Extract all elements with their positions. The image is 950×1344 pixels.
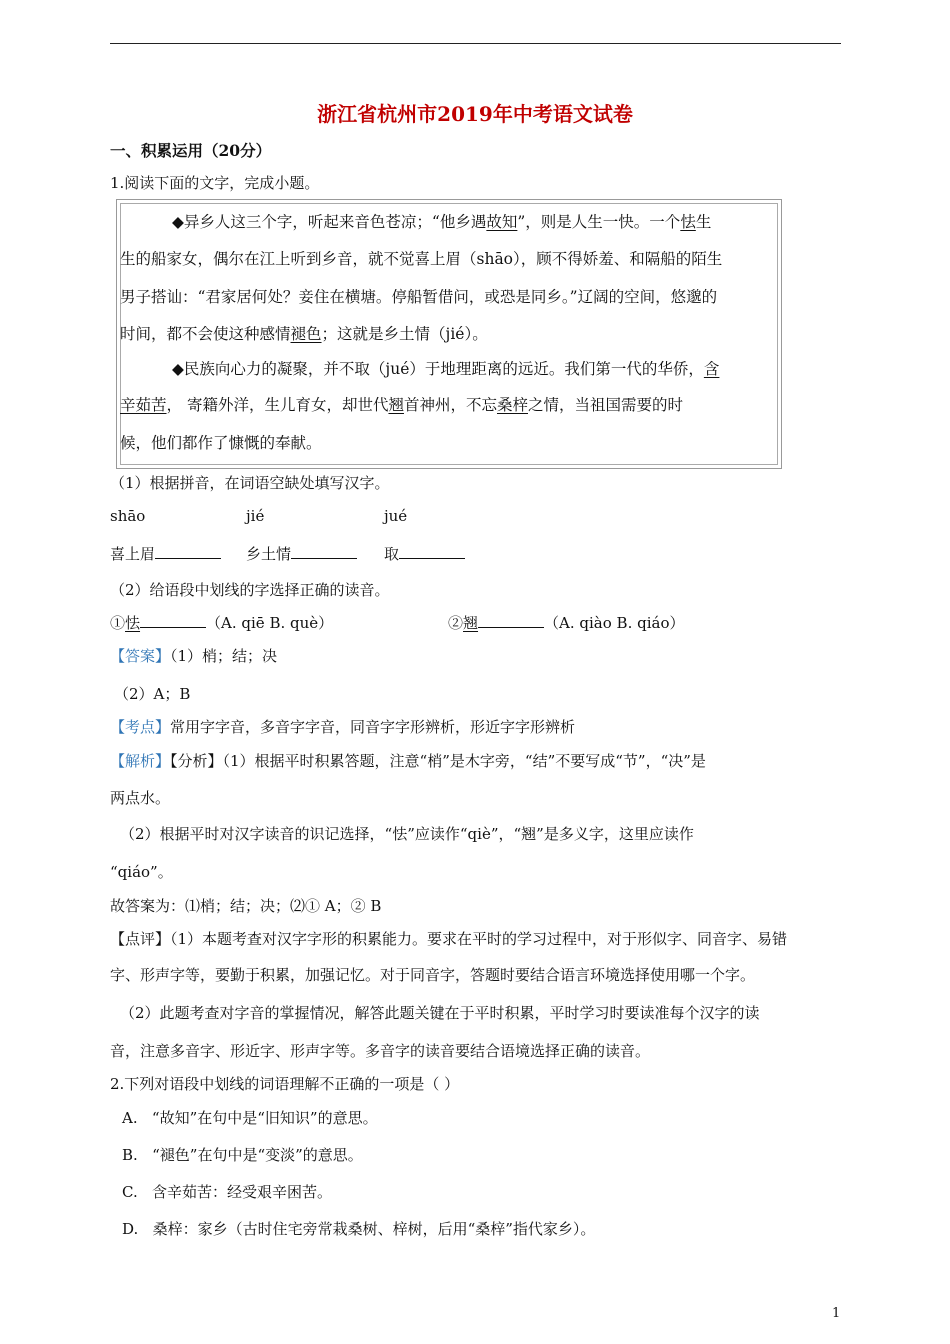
question-2-stem: 2.下列对语段中划线的词语理解不正确的一项是（ ） [110, 1075, 460, 1093]
blank-line[interactable] [140, 613, 206, 628]
final-answer: 故答案为：⑴梢；结；决；⑵① A；② B [110, 897, 382, 915]
underlined-word-sangzi: 桑梓 [496, 396, 528, 414]
underlined-char-qie: 怯 [680, 213, 696, 231]
option-a: A. “故知”在句中是“旧知识”的意思。 [122, 1109, 378, 1127]
question-1-stem: 1.阅读下面的文字，完成小题。 [110, 174, 320, 192]
option-c: C. 含辛茹苦：经受艰辛困苦。 [122, 1183, 333, 1201]
option-d: D. 桑梓：家乡（古时住宅旁常栽桑树、梓树，后用“桑梓”指代家乡）。 [122, 1220, 596, 1238]
underlined-word-hanxin: 含 [703, 360, 720, 378]
analysis-line-2: 两点水。 [110, 789, 171, 807]
option-b: B. “褪色”在句中是“变淡”的意思。 [122, 1146, 363, 1164]
section-heading: 一、积累运用（20分） [110, 141, 272, 160]
analysis-line-3: （2）根据平时对汉字读音的识记选择，“怯”应读作“qiè”，“翘”是多义字，这里应读作 [120, 825, 694, 843]
pinyin-1: shāo [110, 507, 146, 525]
header-rule [110, 43, 841, 44]
underlined-word-guzhi: 故知 [486, 213, 518, 231]
comment-line-3: （2）此题考查对字音的掌握情况，解答此题关键在于平时积累，平时学习时要读准每个汉字的读 [120, 1004, 760, 1022]
answer-line-2: （2）A；B [114, 685, 191, 703]
page-number: 1 [832, 1306, 841, 1321]
analysis-line-4: “qiáo”。 [110, 863, 173, 881]
comment-line-4: 音，注意多音字、形近字、形声字等。多音字的读音要结合语境选择正确的读音。 [110, 1042, 651, 1060]
fill-blank-2: 乡土情 [246, 543, 357, 564]
passage-line-2: 生的船家女，偶尔在江上听到乡音，就不觉喜上眉（shāo），顾不得娇羞、和隔船的陌生 [120, 250, 723, 268]
passage-line-3: 男子搭讪：“君家居何处？妾住在横塘。停船暂借问，或恐是同乡。”辽阔的空间，悠邈的 [120, 288, 718, 306]
sub-question-1: （1）根据拼音，在词语空缺处填写汉字。 [110, 474, 390, 492]
reading-option-2: ②翘 （A. qiào B. qiáo） [448, 614, 685, 632]
underlined-char-qiao: 翘 [388, 396, 404, 414]
blank-line[interactable] [478, 613, 544, 628]
kaodian-tag: 【考点】 [110, 718, 171, 736]
sub-question-2: （2）给语段中划线的字选择正确的读音。 [110, 581, 390, 599]
reading-option-1: ①怯 （A. qiē B. què） [110, 614, 334, 632]
fill-blank-3: 取 [384, 543, 465, 564]
page-title: 浙江省杭州市2019年中考语文试卷 [317, 102, 633, 126]
comment-line-2: 字、形声字等，要勤于积累，加强记忆。对于同音字，答题时要结合语言环境选择使用哪一个字。 [110, 966, 756, 984]
passage-line-6: 辛茹苦， 寄籍外洋，生儿育女，却世代翘首神州，不忘桑梓之情，当祖国需要的时 [120, 396, 684, 414]
answer-line-1: 【答案】（1）梢；结；决 [110, 647, 278, 665]
passage-line-5: ◆民族向心力的凝聚，并不取（jué）于地理距离的远近。我们第一代的华侨，含 [172, 360, 720, 378]
pinyin-3: jué [384, 507, 408, 525]
fill-blank-1: 喜上眉 [110, 543, 221, 564]
jiexi-tag: 【解析】 [110, 752, 171, 770]
pinyin-2: jié [246, 507, 265, 525]
answer-tag: 【答案】 [110, 647, 171, 665]
underlined-word-tuise: 褪色 [290, 325, 322, 343]
comment-line-1: 【点评】（1）本题考查对汉字字形的积累能力。要求在平时的学习过程中，对于形似字、同音字、易错 [110, 930, 788, 948]
passage-line-4: 时间，都不会使这种感情褪色；这就是乡土情（jié）。 [120, 325, 488, 343]
blank-line[interactable] [399, 544, 465, 559]
blank-line[interactable] [291, 544, 357, 559]
passage-line-1: ◆异乡人这三个字，听起来音色苍凉；“他乡遇故知”，则是人生一快。一个怯生 [172, 213, 712, 231]
kaodian-line: 【考点】常用字字音，多音字字音，同音字字形辨析，形近字字形辨析 [110, 718, 576, 736]
blank-line[interactable] [155, 544, 221, 559]
passage-line-7: 候，他们都作了慷慨的奉献。 [120, 434, 322, 452]
analysis-line-1: 【解析】【分析】（1）根据平时积累答题，注意“梢”是木字旁，“结”不要写成“节”，“决”是 [110, 752, 706, 770]
